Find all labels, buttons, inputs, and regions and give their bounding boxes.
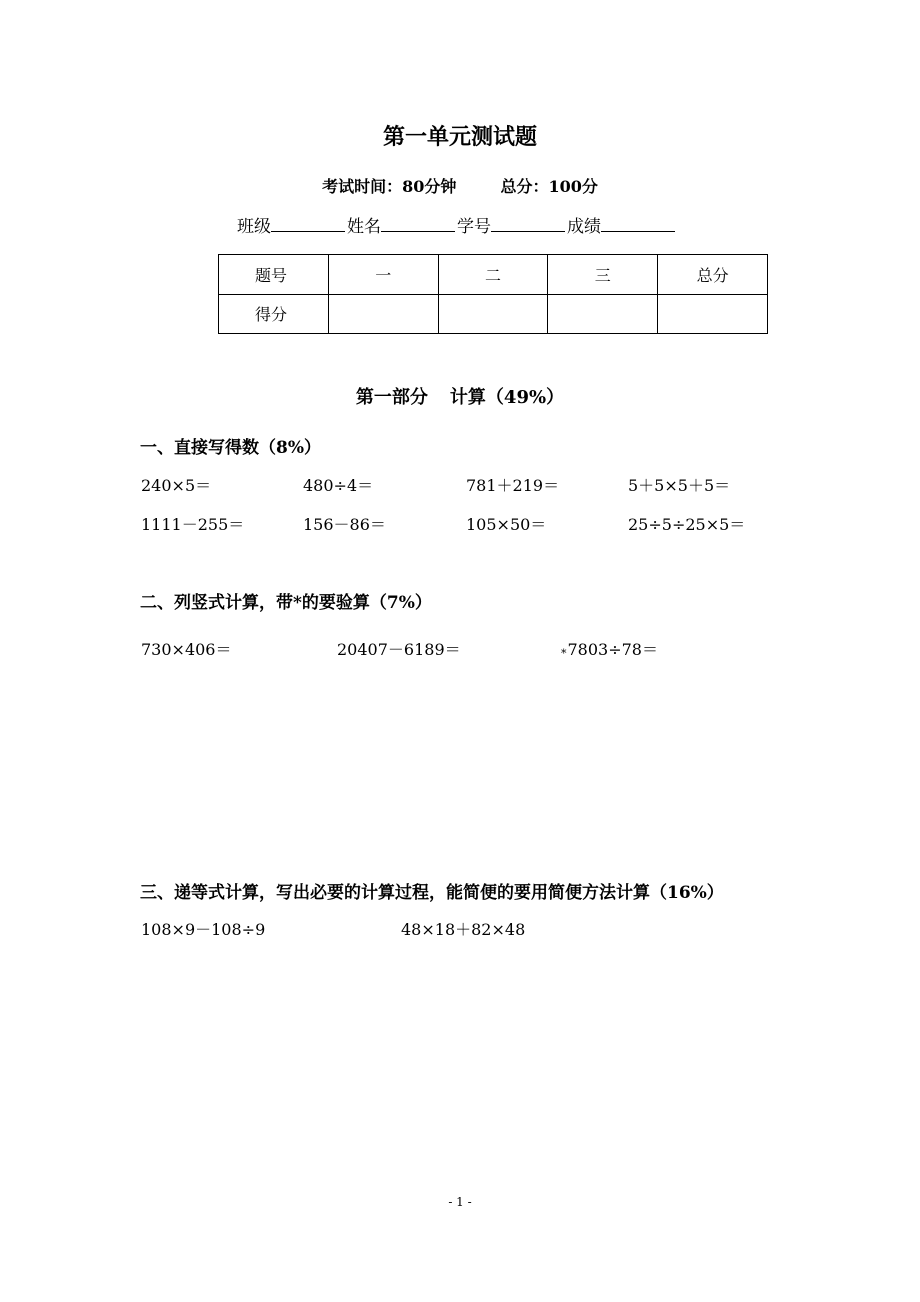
s1-expr-8: 25÷5÷25×5＝ [628, 515, 746, 534]
section3-title: 三、递等式计算，写出必要的计算过程，能简便的要用简便方法计算（16%） [140, 883, 724, 903]
section2-title: 二、列竖式计算，带*的要验算（7%） [140, 593, 432, 613]
header-cell-3: 三 [548, 255, 658, 295]
s2-expr-3: 7803÷78＝ [567, 640, 658, 659]
s3-expr-2: 48×18＋82×48 [401, 920, 526, 939]
s1-expr-4: 5＋5×5＋5＝ [628, 476, 731, 495]
number-blank[interactable] [491, 213, 565, 232]
section1-title: 一、直接写得数（8%） [140, 438, 321, 458]
name-blank[interactable] [381, 213, 455, 232]
verify-star: * [561, 647, 567, 660]
header-cell-total: 总分 [658, 255, 768, 295]
total-score: 总分：100分 [500, 177, 598, 196]
s2-expr-1: 730×406＝ [141, 640, 232, 659]
header-cell-2: 二 [438, 255, 548, 295]
part1-title: 第一部分 [355, 387, 428, 408]
part1-subtitle: 计算（49%） [449, 387, 565, 408]
s1-expr-6: 156－86＝ [303, 515, 386, 534]
page-title: 第一单元测试题 [382, 124, 537, 150]
s2-expr-3-wrapper [561, 637, 658, 660]
class-label: 班级 [237, 217, 271, 237]
s1-expr-2: 480÷4＝ [303, 476, 374, 495]
score-row-label: 得分 [219, 294, 329, 334]
s2-expr-2: 20407－6189＝ [337, 640, 461, 659]
s1-expr-5: 1111－255＝ [141, 515, 245, 534]
s3-expr-1: 108×9－108÷9 [141, 920, 266, 939]
score-cell-3[interactable] [548, 294, 658, 334]
header-cell-question-no: 题号 [219, 255, 329, 295]
s1-expr-3: 781＋219＝ [466, 476, 560, 495]
exam-time: 考试时间：80分钟 [322, 177, 457, 196]
class-blank[interactable] [271, 213, 345, 232]
score-table [218, 254, 768, 334]
part1-heading [0, 383, 920, 409]
score-table-header-row [219, 255, 768, 295]
s1-expr-1: 240×5＝ [141, 476, 212, 495]
s1-expr-7: 105×50＝ [466, 515, 547, 534]
header-cell-1: 一 [328, 255, 438, 295]
score-table-score-row [219, 294, 768, 334]
score-cell-1[interactable] [328, 294, 438, 334]
score-cell-2[interactable] [438, 294, 548, 334]
number-label: 学号 [457, 217, 491, 237]
grade-label: 成绩 [567, 217, 601, 237]
score-cell-total[interactable] [658, 294, 768, 334]
page-number: - 1 - [448, 1195, 472, 1209]
name-label: 姓名 [347, 217, 381, 237]
exam-info [0, 174, 920, 197]
student-info-line [237, 212, 677, 237]
grade-blank[interactable] [601, 213, 675, 232]
